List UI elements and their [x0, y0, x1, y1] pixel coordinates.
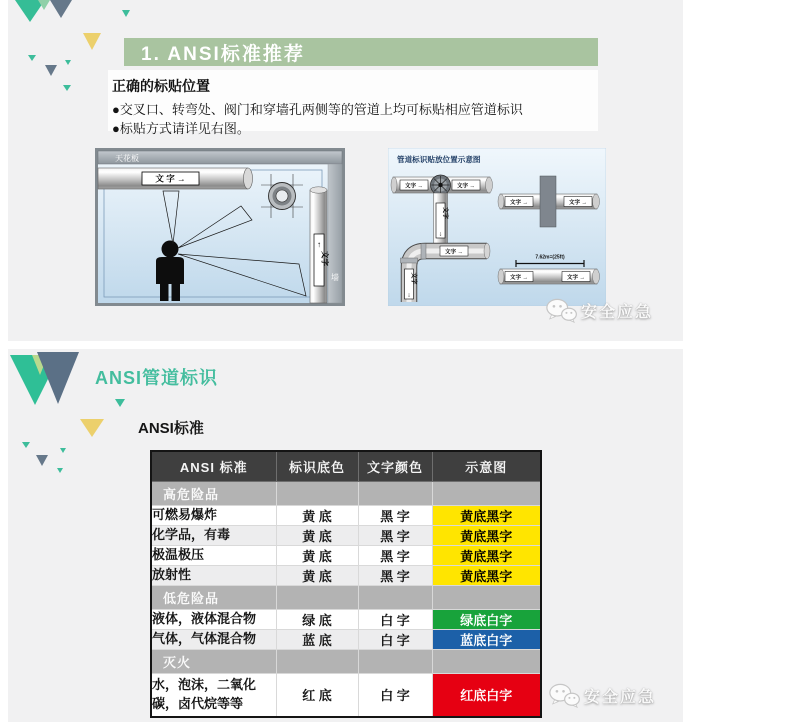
cell-sample-swatch: 红底白字 — [432, 673, 541, 717]
bullet-line: ●标贴方式请详见右图。 — [112, 120, 250, 136]
pipe-label-placement-diagram — [388, 148, 606, 306]
wechat-icon — [548, 683, 580, 708]
cell-sample-swatch: 黄底黑字 — [432, 545, 541, 565]
cell-base-color: 蓝 底 — [276, 629, 358, 649]
deco-triangle-teal-tiny — [28, 55, 36, 61]
horizontal-pipe — [98, 168, 253, 189]
deco-triangle-teal-tiny — [115, 399, 125, 407]
col-header-ansi-standard: ANSI 标准 — [151, 451, 276, 481]
cell-base-color: 黄 底 — [276, 525, 358, 545]
cell-text-color: 黑 字 — [358, 525, 432, 545]
deco-triangle-teal-tiny — [22, 442, 30, 448]
pipe-label: 文字 → — [568, 199, 588, 206]
cell-sample-swatch: 蓝底白字 — [432, 629, 541, 649]
section2-subtitle: ANSI标准 — [138, 420, 204, 437]
cell-text-color: 白 字 — [358, 609, 432, 629]
table-row — [151, 609, 541, 629]
deco-triangle-teal-tiny — [65, 60, 71, 65]
cell-name: 气体，气体混合物 — [151, 629, 276, 649]
deco-triangle-gray — [50, 0, 72, 18]
cell-sample-swatch: 黄底黑字 — [432, 565, 541, 585]
cell-text-color: 黑 字 — [358, 505, 432, 525]
cell-name: 可燃易爆炸 — [151, 505, 276, 525]
up-arrow-icon: ↑ — [317, 240, 321, 249]
cell-base-color: 黄 底 — [276, 565, 358, 585]
deco-triangle-teal-tiny — [63, 85, 71, 91]
valve-icon — [431, 175, 451, 195]
pipe-label: 文 字 → — [155, 173, 186, 184]
deco-triangle-gray-large — [37, 352, 79, 404]
cell-name: 极温极压 — [151, 545, 276, 565]
cell-base-color: 绿 底 — [276, 609, 358, 629]
group-label: 低危险品 — [151, 585, 276, 609]
table-row — [151, 545, 541, 565]
wechat-icon — [545, 298, 577, 323]
watermark-text: 安全应急 — [581, 304, 654, 321]
cell-name: 水，泡沫，二氧化碳，卤代烷等等 — [151, 673, 276, 717]
table-row — [151, 565, 541, 585]
cell-base-color: 黄 底 — [276, 505, 358, 525]
cell-sample-swatch: 黄底黑字 — [432, 505, 541, 525]
wall-label: 墙 — [331, 273, 339, 282]
group-row-low-hazard — [151, 585, 541, 609]
cell-text-color: 黑 字 — [358, 545, 432, 565]
placement-diagram-title: 管道标识贴放位置示意图 — [397, 155, 481, 164]
pipe-label: 文字 → — [509, 274, 529, 281]
deco-triangle-teal-small — [122, 10, 130, 17]
pipe-label: 文字 → — [509, 199, 529, 206]
deco-triangle-yellow — [80, 419, 104, 437]
col-header-text-color: 文字颜色 — [358, 451, 432, 481]
table-header-row — [151, 451, 541, 481]
cell-text-color: 白 字 — [358, 673, 432, 717]
section-title: 1. ANSI标准推荐 — [141, 43, 305, 65]
group-label: 高危险品 — [151, 481, 276, 505]
cell-sample-swatch: 绿底白字 — [432, 609, 541, 629]
deco-triangle-gray-small — [45, 65, 57, 76]
table-row — [151, 673, 541, 717]
pipe-label: 文字 → — [566, 274, 586, 281]
bullet-line: ●交叉口、转弯处、阀门和穿墙孔两侧等的管道上均可标贴相应管道标识 — [112, 102, 523, 117]
content-subtitle: 正确的标贴位置 — [112, 78, 210, 94]
ceiling-label: 天花板 — [115, 154, 139, 163]
watermark-text: 安全应急 — [584, 689, 657, 706]
wall-block — [540, 176, 556, 227]
deco-triangle-yellow — [83, 33, 101, 50]
cell-base-color: 黄 底 — [276, 545, 358, 565]
cell-sample-swatch: 黄底黑字 — [432, 525, 541, 545]
cell-base-color: 红 底 — [276, 673, 358, 717]
table-row — [151, 629, 541, 649]
table-row — [151, 525, 541, 545]
pipe-label: 文字 → — [444, 249, 464, 256]
slide-ansi-recommendation — [8, 0, 683, 341]
vertical-pipe-label: 文字 — [410, 272, 416, 285]
down-arrow-icon: ↓ — [438, 230, 443, 238]
group-row-fire-fighting — [151, 649, 541, 673]
deco-triangle-gray-small — [36, 455, 48, 466]
cell-text-color: 白 字 — [358, 629, 432, 649]
dimension-label: 7.62m=(25ft) — [535, 254, 565, 261]
col-header-sample: 示意图 — [432, 451, 541, 481]
watermark-safety-emergency — [548, 683, 656, 708]
vertical-pipe-label: 文字 — [320, 251, 330, 266]
group-row-high-hazard — [151, 481, 541, 505]
cell-name: 液体，液体混合物 — [151, 609, 276, 629]
wall-strip — [328, 164, 342, 303]
table-row — [151, 505, 541, 525]
ceiling-view-diagram — [95, 148, 345, 306]
vertical-pipe-label: 文字 — [441, 207, 448, 220]
cell-text-color: 黑 字 — [358, 565, 432, 585]
ansi-standard-table — [150, 450, 542, 718]
down-arrow-icon: ↓ — [407, 291, 411, 299]
content-box — [108, 70, 598, 136]
watermark-safety-emergency — [545, 298, 653, 323]
section2-title: ANSI管道标识 — [95, 368, 219, 388]
deco-triangle-green-sliver — [38, 0, 50, 10]
col-header-base-color: 标识底色 — [276, 451, 358, 481]
cell-name: 化学品，有毒 — [151, 525, 276, 545]
group-label: 灭火 — [151, 649, 276, 673]
deco-triangle-teal-tiny — [60, 448, 66, 453]
pipe-label: 文字 → — [404, 183, 424, 190]
pipe-label: 文字 → — [456, 183, 476, 190]
deco-triangle-teal-tiny — [57, 468, 63, 473]
cell-name: 放射性 — [151, 565, 276, 585]
section-title-bar — [124, 38, 598, 66]
